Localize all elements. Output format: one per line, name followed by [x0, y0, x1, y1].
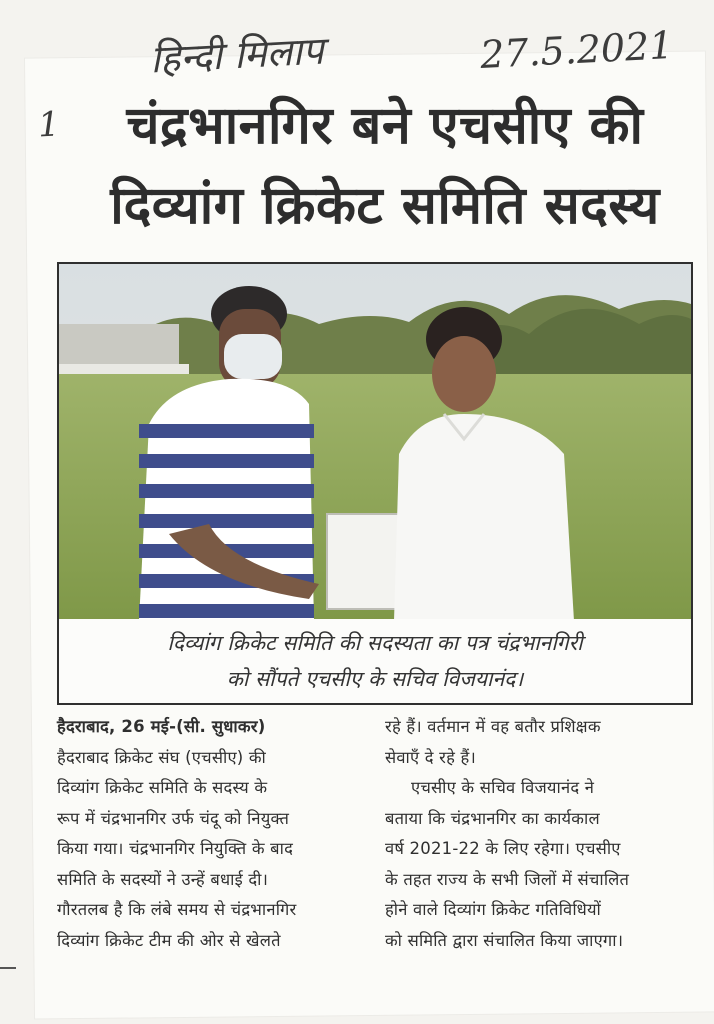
- article-line: के तहत राज्य के सभी जिलों में संचालित: [385, 869, 630, 889]
- article-line: बताया कि चंद्रभानगिर का कार्यकाल: [385, 808, 600, 828]
- edge-mark: [0, 967, 16, 969]
- article-line: समिति के सदस्यों ने उन्हें बधाई दी।: [57, 869, 269, 889]
- article-line: होने वाले दिव्यांग क्रिकेट गतिविधियों: [385, 900, 602, 919]
- article-line: सेवाएँ दे रहे हैं।: [385, 747, 476, 767]
- article-line: को समिति द्वारा संचालित किया जाएगा।: [385, 930, 624, 950]
- handwritten-date: 27.5.2021: [478, 22, 675, 78]
- article-line: एचसीए के सचिव विजयानंद ने: [411, 778, 595, 797]
- handwritten-mark: 1: [36, 104, 61, 146]
- article-line: दिव्यांग क्रिकेट टीम की ओर से खेलते: [57, 930, 281, 950]
- article-line: रहे हैं। वर्तमान में वह बतौर प्रशिक्षक: [385, 717, 601, 736]
- article-line: रूप में चंद्रभानगिर उर्फ चंदू को नियुक्त: [57, 808, 290, 828]
- article-line: वर्ष 2021-22 के लिए रहेगा। एचसीए: [385, 839, 621, 858]
- article-line: हैदराबाद क्रिकेट संघ (एचसीए) की: [57, 747, 266, 767]
- article-right-column: [385, 712, 695, 956]
- article-line: हैदराबाद, 26 मई-(सी. सुधाकर): [57, 717, 266, 736]
- article-line: दिव्यांग क्रिकेट समिति के सदस्य के: [57, 778, 268, 797]
- caption-line-2: को सौंपते एचसीए के सचिव विजयानंद।: [226, 667, 524, 691]
- article-left-column: [57, 712, 357, 956]
- article-line: किया गया। चंद्रभानगिर नियुक्ति के बाद: [57, 839, 294, 858]
- news-photo: [57, 262, 693, 623]
- handwritten-source: हिन्दी मिलाप: [149, 28, 325, 82]
- photo-caption-box: [57, 619, 693, 705]
- headline-line-2: दिव्यांग क्रिकेट समिति सदस्य: [110, 176, 660, 236]
- photo-illustration: [59, 264, 691, 621]
- article-line: गौरतलब है कि लंबे समय से चंद्रभानगिर: [57, 900, 297, 919]
- caption-line-1: दिव्यांग क्रिकेट समिति की सदस्यता का पत्र चंद्रभानगिरी: [167, 631, 583, 655]
- headline-line-1: चंद्रभानगिर बने एचसीए की: [126, 96, 644, 156]
